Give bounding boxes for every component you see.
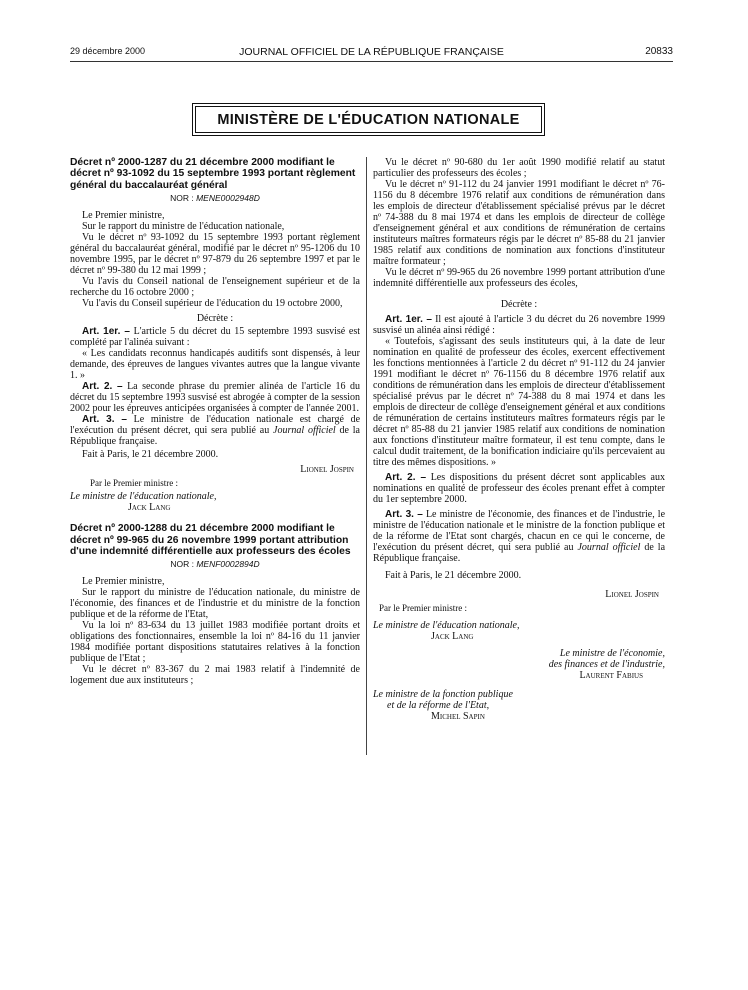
decree1-art2-text: La seconde phrase du premier alinéa de l'article 16 du décret du 15 septembre 1993 susvisé est abrogée à compter de la session 2002 pour les épreuves anticipées organisées à compter de l'année 2001.	[70, 381, 360, 415]
decree1-p4: Vu l'avis du Conseil national de l'enseignement supérieur et de la recherche du 16 octobre 2000 ;	[70, 276, 360, 299]
decree2-p2: Sur le rapport du ministre de l'éducation nationale, du ministre de l'économie, des finances et de l'industrie et du ministre de la fonction publique et de la réforme de l'Etat,	[70, 587, 360, 621]
decree1-par: Par le Premier ministre :	[90, 478, 178, 489]
decree2-art2-text: Les dispositions du présent décret sont applicables aux nominations en qualité de professeur des écoles prenant effet à compter du 1er septembre 2000.	[373, 472, 666, 505]
decree2-minister2-a: Le ministre de l'économie,	[559, 648, 665, 659]
decree2-nor	[70, 559, 360, 570]
decree2-par: Par le Premier ministre :	[379, 603, 467, 613]
decree2-minister3-name: Michel Sapin	[431, 711, 485, 722]
decree1-decrete: Décrète :	[196, 313, 234, 325]
decree1-p3: Vu le décret nº 93-1092 du 15 septembre 1993 portant règlement général du baccalauréat général, modifié par le décret nº 95-1206 du 10 novembre 1995, par le décret nº 97-879 du 26 septembre 1997 et par le décret nº 99-380 du 12 mai 1999 ;	[70, 232, 360, 277]
decree2-minister1: Le ministre de l'éducation nationale,	[373, 620, 520, 631]
decree2-minister3-b: et de la réforme de l'Etat,	[387, 700, 490, 711]
decree1-nor-label: NOR :	[170, 193, 194, 204]
decree1-art1-label: Art. 1er. –	[82, 326, 130, 338]
decree1-art2-label: Art. 2. –	[82, 381, 123, 393]
decree2-art1-text: Il est ajouté à l'article 3 du décret du 26 novembre 1999 susvisé un alinéa ainsi rédigé :	[373, 314, 665, 336]
decree1-art3-text-a: Le ministre de l'éducation nationale est chargé de l'exécution du présent décret, qui sera publié au	[70, 414, 361, 437]
ministry-title: MINISTÈRE DE L'ÉDUCATION NATIONALE	[195, 106, 542, 133]
left-column	[70, 157, 360, 686]
decree2-art3-italic: Journal officiel	[577, 542, 641, 553]
decree2-p4: Vu le décret nº 83-367 du 2 mai 1983 relatif à l'indemnité de logement due aux instituteurs ;	[70, 664, 360, 687]
decree2-art1-label: Art. 1er. –	[385, 314, 432, 325]
decree2-art3-label: Art. 3. –	[385, 509, 423, 520]
decree2-nor-label: NOR :	[170, 559, 194, 570]
decree2-art1-quote: « Toutefois, s'agissant des seuls instituteurs qui, à la date de leur nomination en qualité de professeur des écoles, exercent effectivement les fonctions mentionnées à l'article 2 du décret nº 91-112 du 24 janvier 1991 modifiant le décret nº 76-1156 du 8 décembre 1976 relatif aux conditions de rémunération dans les emplois de directeur d'établissement spécialisé prévus par le décret nº 74-388 du 8 mai 1974 et dans les emplois de directeur de collège d'enseignement général et aux conditions de rémunération de certains instituteurs maîtres formateurs régis par le décret nº 85-88 du 21 janvier 1985 relatif aux conditions de nomination aux fonctions d'instituteur maître formateur, il est tenu compte, dans le calcul dudit traitement, de la bonification indiciaire qu'ils percevaient au titre des mêmes dispositions. »	[373, 336, 665, 468]
decree1-art3-label: Art. 3. –	[82, 414, 127, 426]
decree2-minister2-name: Laurent Fabius	[579, 670, 643, 681]
right-column	[373, 157, 665, 722]
decree2-art3-text-b: de la République française.	[373, 542, 666, 564]
header-rule	[70, 61, 673, 62]
decree2-title: Décret nº 2000-1288 du 21 décembre 2000 modifiant le décret nº 99-965 du 26 novembre 1999 portant attribution d'une indemnité différentielle aux professeurs des écoles	[70, 523, 351, 558]
column-divider	[366, 157, 367, 755]
decree2-signer: Lionel Jospin	[605, 589, 659, 600]
decree1-art3-italic: Journal officiel	[273, 425, 336, 437]
header-journal-title: JOURNAL OFFICIEL DE LA RÉPUBLIQUE FRANÇAISE	[239, 46, 504, 58]
decree2-nor-code: MENF0002894D	[196, 559, 260, 570]
decree2-minister1-name: Jack Lang	[431, 631, 474, 642]
decree2-art2-label: Art. 2. –	[385, 472, 427, 483]
decree1-art3-text-b: de la République française.	[70, 425, 360, 448]
decree2-r2: Vu le décret nº 91-112 du 24 janvier 1991 modifiant le décret nº 76-1156 du 8 décembre 1976 relatif aux conditions de rémunération dans les emplois de directeur d'établissement spécialisé prévus par le décret nº 74-388 du 8 mai 1974 et dans les emplois de directeur de collège d'enseignement général et aux conditions de rémunération de certains instituteurs maîtres formateurs régis par le décret nº 85-88 du 21 janvier 1985 relatif aux conditions de nomination aux fonctions d'instituteur maître formateur ;	[373, 179, 665, 267]
header-date: 29 décembre 2000	[70, 46, 146, 56]
decree2-art3-text-a: Le ministre de l'économie, des finances et de l'industrie, le ministre de l'éducation nationale et le ministre de la fonction publique et de la réforme de l'Etat sont chargés, chacun en ce qui le concerne, de l'exécution du présent décret, qui sera publié au	[373, 509, 666, 553]
decree2-r3: Vu le décret nº 99-965 du 26 novembre 1999 portant attribution d'une indemnité différentielle aux professeurs des écoles,	[373, 267, 665, 289]
decree1-art1-text: L'article 5 du décret du 15 septembre 1993 susvisé est complété par l'alinéa suivant :	[70, 326, 360, 349]
decree2-art3	[373, 509, 665, 564]
decree2-minister3-a: Le ministre de la fonction publique	[373, 689, 513, 700]
decree1-fait: Fait à Paris, le 21 décembre 2000.	[82, 449, 219, 461]
decree1-title: Décret nº 2000-1287 du 21 décembre 2000 modifiant le décret nº 93-1092 du 15 septembre 1993 portant règlement général du baccalauréat général	[70, 157, 356, 191]
decree2-minister2-b: des finances et de l'industrie,	[548, 659, 665, 670]
decree2-fait: Fait à Paris, le 21 décembre 2000.	[385, 570, 522, 581]
decree1-art3	[70, 414, 360, 447]
decree2-r1: Vu le décret nº 90-680 du 1er août 1990 modifié relatif au statut particulier des professeurs des écoles ;	[373, 157, 665, 179]
decree1-p2: Sur le rapport du ministre de l'éducation nationale,	[82, 221, 285, 233]
decree2-art1	[373, 314, 665, 336]
decree2-decrete: Décrète :	[500, 299, 538, 310]
decree1-minister-name: Jack Lang	[128, 502, 171, 514]
decree2-minister2	[373, 648, 665, 670]
decree1-art2	[70, 381, 360, 414]
decree1-p1: Le Premier ministre,	[82, 210, 165, 222]
decree1-art1	[70, 326, 360, 348]
decree1-signer: Lionel Jospin	[300, 464, 354, 476]
decree1-nor-code: MENE0002948D	[196, 193, 260, 204]
decree1-art1-quote: « Les candidats reconnus handicapés auditifs sont dispensés, à leur demande, des épreuves de langues vivantes autres que la langue vivante 1. »	[70, 348, 360, 382]
decree2-p3: Vu la loi nº 83-634 du 13 juillet 1983 modifiée portant droits et obligations des fonctionnaires, ensemble la loi nº 84-16 du 11 janvier 1984 modifiée portant dispositions statutaires relatives à la fonction publique de l'Etat ;	[70, 620, 360, 665]
header-page-number: 20833	[645, 46, 673, 57]
decree1-minister: Le ministre de l'éducation nationale,	[70, 491, 217, 503]
decree2-art2	[373, 472, 665, 505]
decree1-p5: Vu l'avis du Conseil supérieur de l'éducation du 19 octobre 2000,	[82, 298, 343, 310]
page-header	[70, 46, 673, 60]
decree1-nor	[70, 193, 360, 204]
decree2-p1: Le Premier ministre,	[82, 576, 165, 588]
